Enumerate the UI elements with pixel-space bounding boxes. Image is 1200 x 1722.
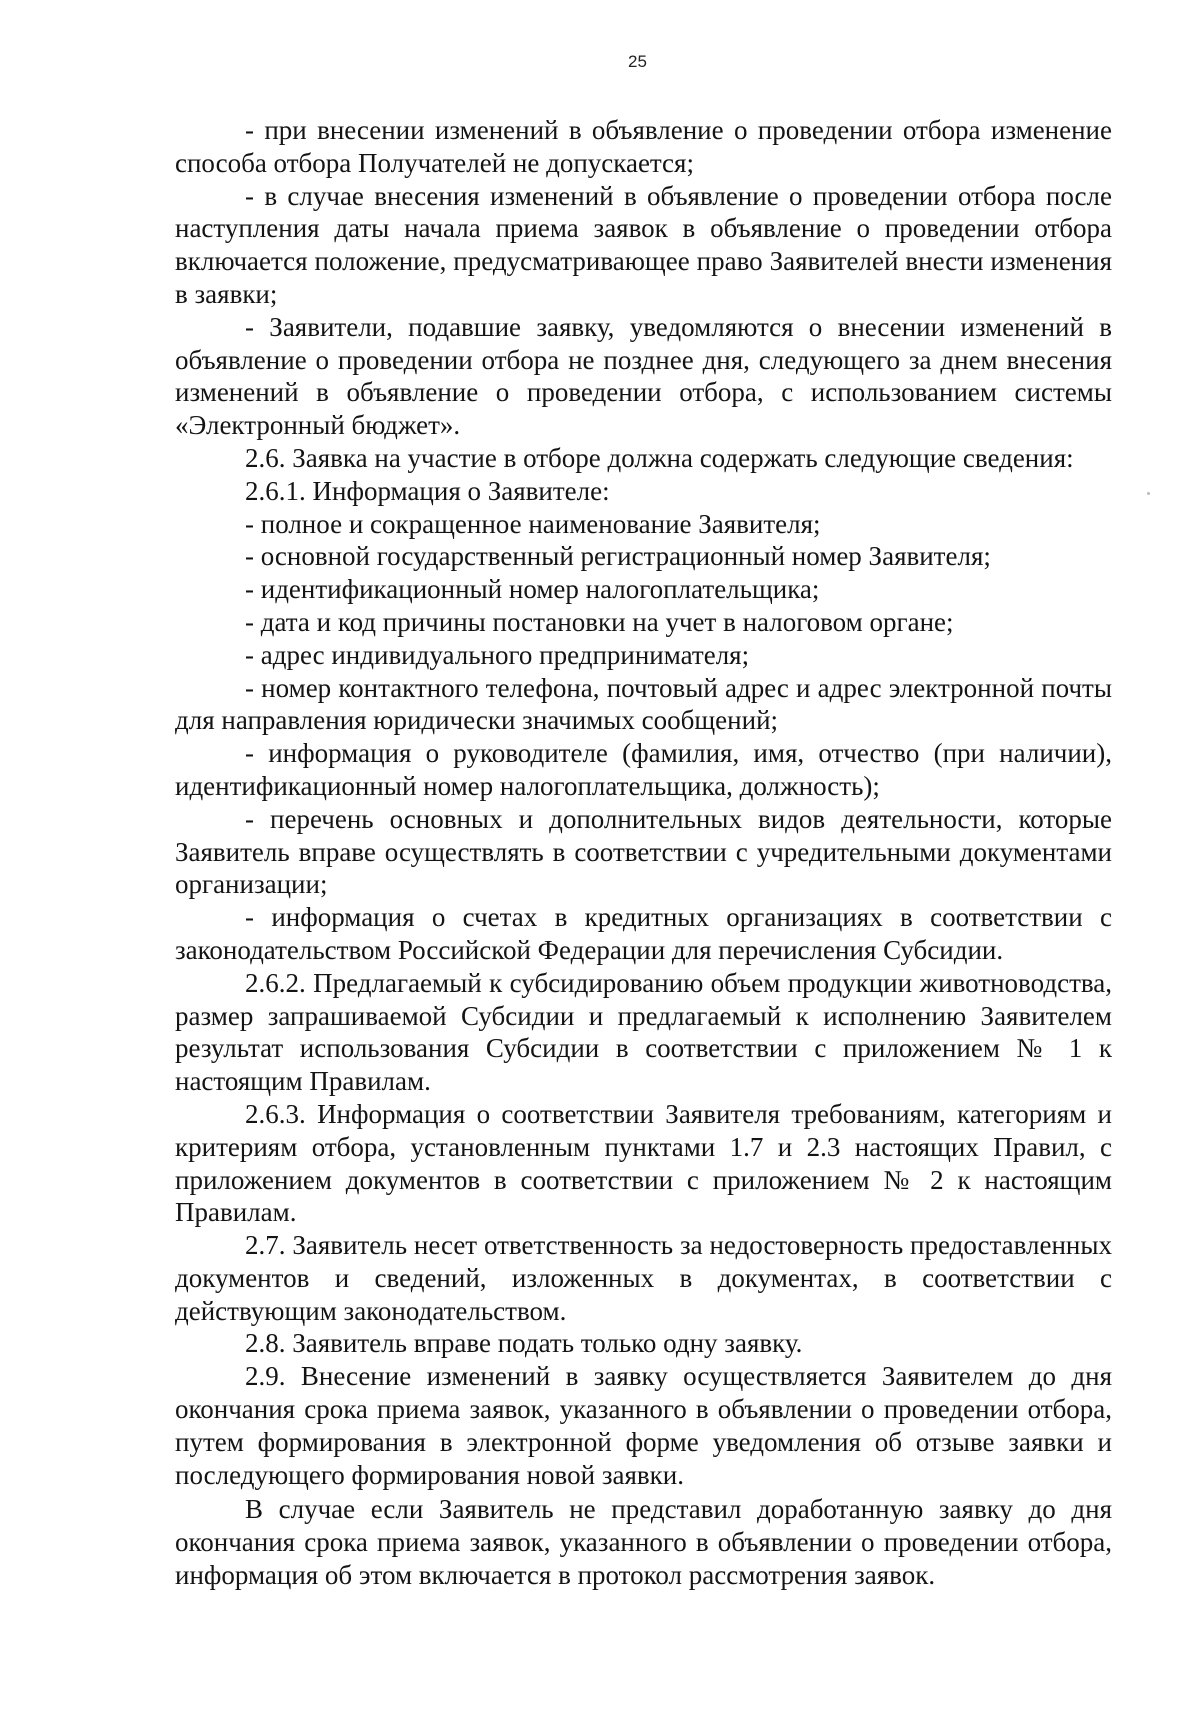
paragraph: - полное и сокращенное наименование Заявителя; [245,508,821,539]
paragraph: - Заявители, подавшие заявку, уведомляются о внесении изменений в объявление о проведении отбора не позднее дня, следующего за днем внесения изменений в объявление о проведении отбора, с использованием системы «Электронный бюджет». [175,311,1112,441]
page-number: 25 [628,52,647,71]
paragraph: 2.6.1. Информация о Заявителе: [245,475,610,506]
paragraph: - информация о счетах в кредитных организациях в соответствии с законодательством Российской Федерации для перечисления Субсидии. [175,902,1112,965]
paragraph: 2.6.3. Информация о соответствии Заявителя требованиям, категориям и критериям отбора, установленным пунктами 1.7 и 2.3 настоящих Правил, с приложением документов в соответствии с приложением № 2 к настоящим Правилам. [175,1098,1112,1228]
paragraph: - в случае внесения изменений в объявление о проведении отбора после наступления даты начала приема заявок в объявление о проведении отбора включается положение, предусматривающее право Заявителей внести изменения в заявки; [175,180,1112,309]
paragraph: - адрес индивидуального предпринимателя; [245,639,750,670]
paragraph: - идентификационный номер налогоплательщика; [245,574,820,605]
paragraph: - основной государственный регистрационный номер Заявителя; [245,541,991,572]
document-body [175,114,1112,1592]
paragraph: В случае если Заявитель не представил доработанную заявку до дня окончания срока приема заявок, указанного в объявлении о проведении отбора, информация об этом включается в протокол рассмотрения заявок. [175,1494,1112,1591]
paragraph: 2.9. Внесение изменений в заявку осуществляется Заявителем до дня окончания срока приема заявок, указанного в объявлении о проведении отбора, путем формирования в электронной форме уведомления об отзыве заявки и последующего формирования новой заявки. [175,1361,1112,1490]
paragraph: 2.6. Заявка на участие в отборе должна содержать следующие сведения: [245,442,1074,473]
paragraph: - информация о руководителе (фамилия, имя, отчество (при наличии), идентификационный номер налогоплательщика, должность); [175,738,1112,801]
paragraph: - дата и код причины постановки на учет в налоговом органе; [245,606,954,637]
paragraph: - номер контактного телефона, почтовый адрес и адрес электронной почты для направления юридически значимых сообщений; [175,672,1112,736]
paragraph: 2.7. Заявитель несет ответственность за недостоверность предоставленных документов и сведений, изложенных в документах, в соответствии с действующим законодательством. [175,1230,1112,1326]
scan-speck [1147,492,1150,495]
paragraph: 2.8. Заявитель вправе подать только одну заявку. [245,1328,803,1359]
paragraph: - перечень основных и дополнительных видов деятельности, которые Заявитель вправе осуществлять в соответствии с учредительными документами организации; [175,803,1112,900]
paragraph: - при внесении изменений в объявление о проведении отбора изменение способа отбора Получателей не допускается; [175,115,1112,178]
paragraph: 2.6.2. Предлагаемый к субсидированию объем продукции животноводства, размер запрашиваемой Субсидии и предлагаемый к исполнению Заявителем результат использования Субсидии в соответствии с приложением № 1 к настоящим Правилам. [175,967,1112,1097]
